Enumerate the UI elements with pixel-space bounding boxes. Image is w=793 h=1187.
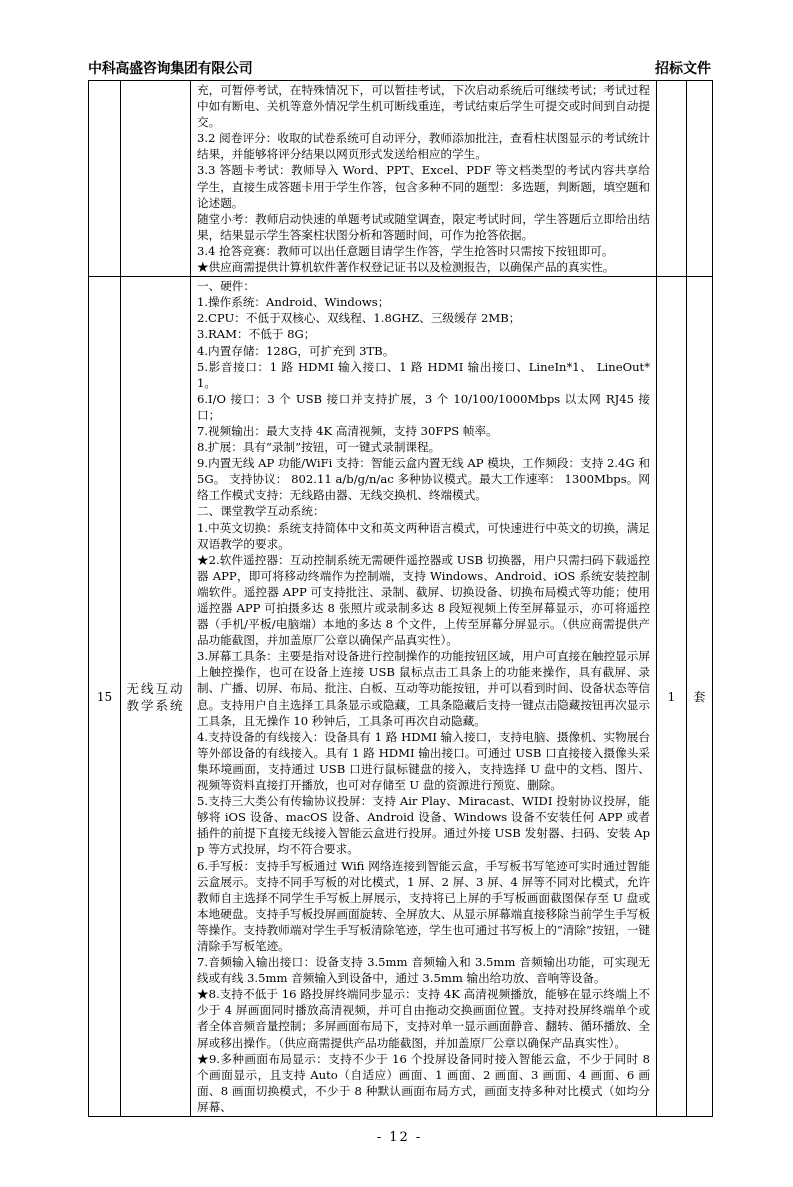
- description-paragraph: 7.视频输出：最大支持 4K 高清视频，支持 30FPS 帧率。: [197, 423, 498, 438]
- item-number-cell: [89, 81, 121, 277]
- company-name: 中科高盛咨询集团有限公司: [88, 61, 253, 77]
- description-paragraph: 6.手写板：支持手写板通过 Wifi 网络连接到智能云盒，手写板书写笔迹可实时通过智能云盒展示。支持不同手写板的对比模式，1 屏、2 屏、3 屏、4 屏等不同对比模式，允许教师自主选择不同学生手写板上屏展示，支持将已上屏的手写板画面截图保存至 U 盘或本地硬盘。支持手写板投屏画面旋转、全屏放大、从显示屏幕端直接移除当前学生手写板等操作。支持教师端对学生手写板清除笔迹，学生也可通过书写板上的“清除”按钮，一键清除手写板笔迹。: [197, 858, 650, 953]
- description-text: [191, 277, 656, 1116]
- description-paragraph: 3.3 答题卡考试：教师导入 Word、PPT、Excel、PDF 等文档类型的考试内容共享给学生，直接生成答题卡用于学生作答，包含多种不同的题型：多选题，判断题，填空题和论述题。: [197, 163, 650, 210]
- quantity-cell: 1: [657, 277, 687, 1117]
- description-paragraph: 3.屏幕工具条：主要是指对设备进行控制操作的功能按钮区域，用户可直接在触控显示屏上触控操作，也可在设备上连接 USB 鼠标点击工具条上的功能来操作，具有截屏、录制、广播、切屏、布局、批注、白板、互动等功能按钮，并可以看到时间、设备状态等信息。支持用户自主选择工具条显示或隐藏，工具条隐藏后支持一键点击隐藏按钮再次显示工具条，且无操作 10 秒钟后，工具条可再次自动隐藏。: [197, 649, 650, 728]
- description-paragraph: 5.影音接口：1 路 HDMI 输入接口、1 路 HDMI 输出接口、LineIn*1、 LineOut*1。: [197, 359, 650, 390]
- item-description-cell: [191, 277, 657, 1117]
- description-paragraph: ★供应商需提供计算机软件著作权登记证书以及检测报告，以确保产品的真实性。: [197, 260, 615, 275]
- description-paragraph: 4.支持设备的有线接入：设备具有 1 路 HDMI 输入接口，支持电脑、摄像机、实物展台等外部设备的有线接入。具有 1 路 HDMI 输出接口。可通过 USB 口直接接入摄像头采集环境画面，支持通过 USB 口进行鼠标键盘的接入，支持选择 U 盘中的文档、图片、视频等资料直接打开播放，也可对存储至 U 盘的资源进行预览、删除。: [197, 729, 650, 793]
- document-type: 招标文件: [655, 61, 711, 77]
- description-paragraph: 3.2 阅卷评分：收取的试卷系统可自动评分，教师添加批注，查看柱状图显示的考试统计结果，并能够将评分结果以网页形式发送给相应的学生。: [197, 131, 650, 162]
- description-paragraph: ★9.多种画面布局显示：支持不少于 16 个投屏设备同时接入智能云盒，不少于同时 8 个画面显示，且支持 Auto（自适应）画面、1 画面、2 画面、3 画面、4 画面、6 画面、8 画面切换模式，不少于 8 种默认画面布局方式，画面支持多种对比模式（如均分屏幕、: [197, 1051, 650, 1114]
- description-paragraph: 7.音频输入输出接口：设备支持 3.5mm 音频输入和 3.5mm 音频输出功能，可实现无线或有线 3.5mm 音频输入到设备中，通过 3.5mm 输出给功放、音响等设备。: [197, 955, 650, 986]
- unit-cell: [687, 81, 713, 277]
- description-paragraph: ★2.软件遥控器：互动控制系统无需硬件遥控器或 USB 切换器，用户只需扫码下载遥控器 APP，即可将移动终端作为控制端，支持 Windows、Android、iOS 系统安装控制端软件。遥控器 APP 可支持批注、录制、截屏、切换设备、切换布局模式等功能；使用遥控器 APP 可拍摄多达 8 张照片或录制多达 8 段短视频上传至屏幕显示，亦可将遥控器（手机/平板/电脑端）本地的多达 8 个文件，上传至屏幕分屏显示。（供应商需提供产品功能截图，并加盖原厂公章以确保产品真实性）。: [197, 552, 650, 648]
- description-paragraph: 1.操作系统：Android、Windows；: [197, 295, 390, 310]
- item-description-cell: [191, 81, 657, 277]
- item-number-cell: 15: [89, 277, 121, 1117]
- item-name-cell: [121, 81, 191, 277]
- description-paragraph: 1.中英文切换：系统支持简体中文和英文两种语言模式，可快速进行中英文的切换，满足双语教学的要求。: [197, 520, 650, 551]
- description-paragraph: 充，可暂停考试，在特殊情况下，可以暂挂考试，下次启动系统后可继续考试；考试过程中如有断电、关机等意外情况学生机可断线重连，考试结束后学生可提交或时间到自动提交。: [197, 83, 650, 130]
- description-paragraph: 9.内置无线 AP 功能/WiFi 支持：智能云盒内置无线 AP 模块，工作频段：支持 2.4G 和 5G。 支持协议： 802.11 a/b/g/n/ac 多种协议模式。最大工作速率： 1300Mbps。网络工作模式支持：无线路由器、无线交换机、终端模式。: [197, 456, 650, 503]
- description-paragraph: 二、课堂教学互动系统：: [197, 504, 325, 519]
- description-paragraph: 5.支持三大类公有传输协议投屏：支持 Air Play、Miracast、WIDI 投射协议投屏，能够将 iOS 设备、macOS 设备、Android 设备、Windows 设备不安装任何 APP 或者插件的前提下直接无线接入智能云盒进行投屏。通过外接 USB 发射器、扫码、安装 App 等方式投屏，均不符合要求。: [197, 794, 650, 857]
- description-paragraph: 一、硬件：: [197, 279, 255, 294]
- description-paragraph: 4.内置存储：128G，可扩充到 3TB。: [197, 343, 395, 358]
- quantity-cell: [657, 81, 687, 277]
- page-number: - 12 -: [376, 1130, 423, 1145]
- description-paragraph: 8.扩展：具有“录制”按钮，可一键式录制课程。: [197, 440, 441, 455]
- description-text: [191, 81, 656, 276]
- description-paragraph: 随堂小考：教师启动快速的单题考试或随堂调查，限定考试时间，学生答题后立即给出结果，结果显示学生答案柱状图分析和答题时间，可作为抢答依据。: [197, 211, 650, 242]
- description-paragraph: 2.CPU：不低于双核心、双线程、1.8GHZ、三级缓存 2MB；: [197, 311, 521, 326]
- description-paragraph: 6.I/O 接口：3 个 USB 接口并支持扩展，3 个 10/100/1000Mbps 以太网 RJ45 接口；: [197, 391, 650, 422]
- unit-cell: 套: [687, 277, 713, 1117]
- description-paragraph: 3.RAM：不低于 8G；: [197, 327, 316, 342]
- table-row: [89, 81, 713, 277]
- description-paragraph: ★8.支持不低于 16 路投屏终端同步显示：支持 4K 高清视频播放，能够在显示终端上不少于 4 屏画面同时播放高清视频，并可自由拖动交换画面位置。支持对投屏终端单个或者全体音频音量控制；多屏画面布局下，支持对单一显示画面静音、翻转、循环播放、全屏或移出操作。（供应商需提供产品功能截图，并加盖原厂公章以确保产品真实性）。: [197, 987, 650, 1050]
- description-paragraph: 3.4 抢答竞赛：教师可以出任意题目请学生作答，学生抢答时只需按下按钮即可。: [197, 243, 614, 258]
- item-name-cell: 无线互动教学系统: [121, 277, 191, 1117]
- specification-table: [88, 80, 713, 1117]
- page-header: [88, 60, 711, 80]
- table-row: [89, 277, 713, 1117]
